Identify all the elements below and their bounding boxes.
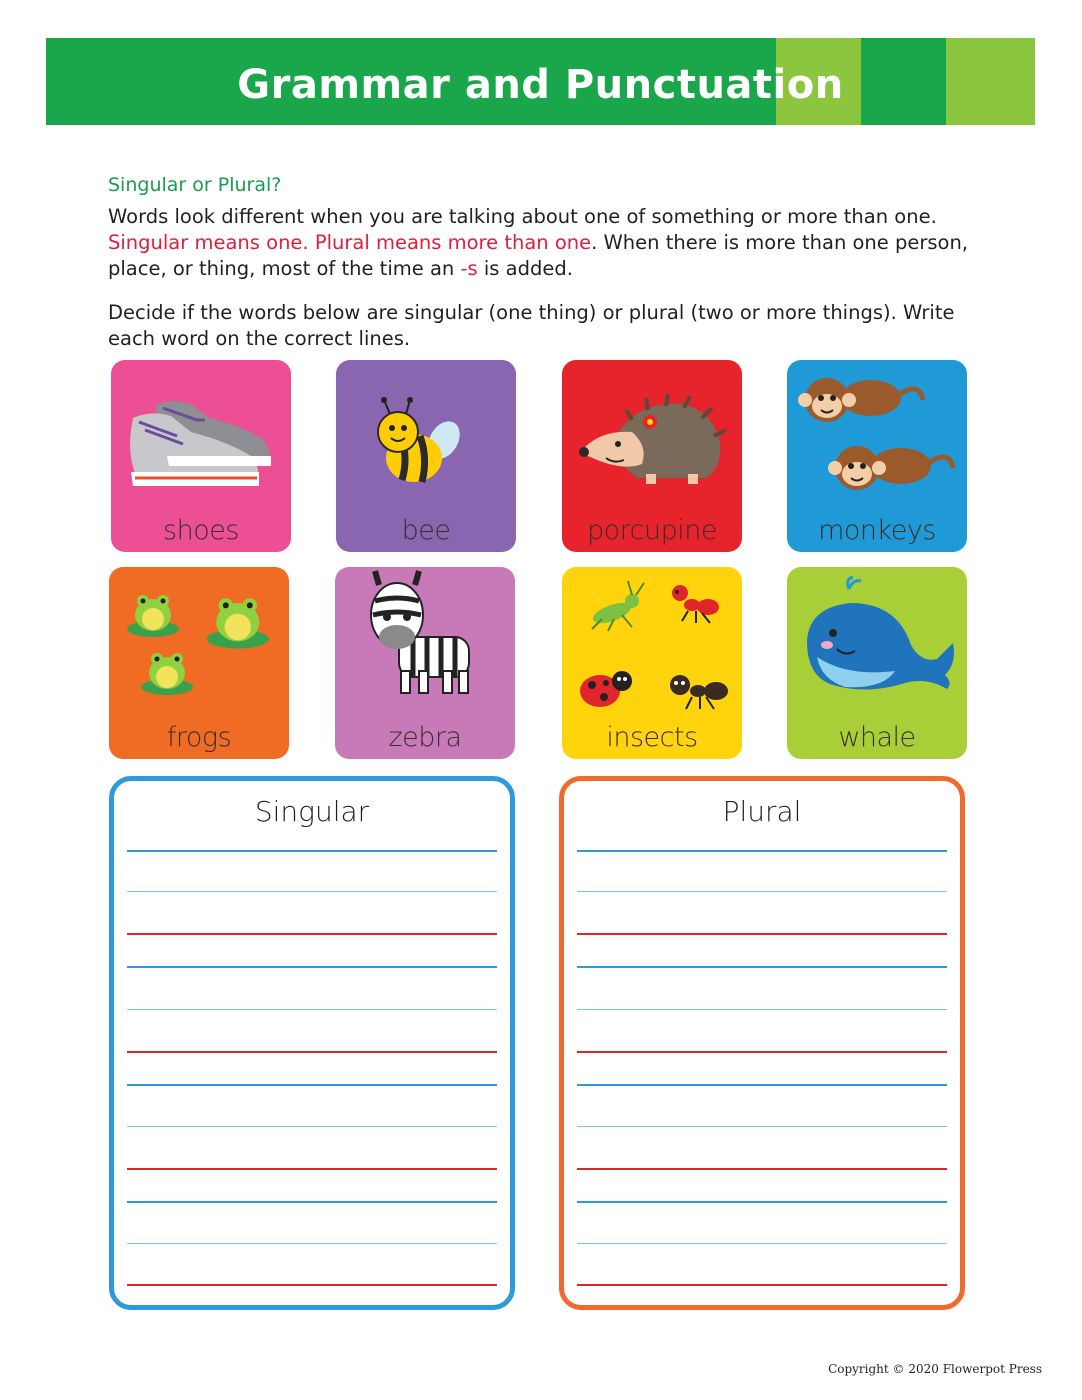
intro-separator: . bbox=[302, 231, 315, 254]
intro-text: is added. bbox=[477, 257, 573, 280]
singular-label: Singular bbox=[254, 795, 370, 828]
word-card-shoes bbox=[111, 360, 291, 552]
writing-line-base bbox=[577, 933, 947, 935]
writing-line-mid bbox=[127, 891, 497, 892]
writing-line-mid bbox=[577, 1009, 947, 1010]
card-word: porcupine bbox=[587, 515, 717, 546]
writing-line-top[interactable] bbox=[127, 966, 497, 968]
writing-line-top[interactable] bbox=[127, 1201, 497, 1203]
card-word: frogs bbox=[166, 722, 232, 753]
suffix-highlight: -s bbox=[460, 257, 478, 280]
writing-line-top[interactable] bbox=[577, 1201, 947, 1203]
word-card-whale bbox=[787, 567, 967, 759]
red-ant bbox=[672, 585, 719, 623]
writing-line-base bbox=[577, 1168, 947, 1170]
intro-text: Words look different when you are talking about one of something or more than one. bbox=[108, 205, 937, 228]
writing-line-mid bbox=[577, 1126, 947, 1127]
card-word: monkeys bbox=[818, 515, 936, 546]
intro-paragraph bbox=[108, 204, 988, 282]
writing-line-mid bbox=[577, 891, 947, 892]
word-card-zebra bbox=[335, 567, 515, 759]
writing-line-top[interactable] bbox=[127, 850, 497, 852]
writing-line-mid bbox=[127, 1243, 497, 1244]
word-card-bee bbox=[336, 360, 516, 552]
writing-line-base bbox=[577, 1284, 947, 1286]
black-ant bbox=[670, 675, 728, 709]
plural-label: Plural bbox=[722, 795, 802, 828]
singular-answer-box bbox=[109, 776, 515, 1310]
word-card-frogs bbox=[109, 567, 289, 759]
writing-line-top[interactable] bbox=[127, 1084, 497, 1086]
writing-line-top[interactable] bbox=[577, 966, 947, 968]
grasshopper bbox=[590, 581, 644, 631]
writing-line-mid bbox=[577, 1243, 947, 1244]
page-title: Grammar and Punctuation bbox=[237, 62, 844, 108]
plural-definition: Plural means more than one bbox=[314, 231, 592, 254]
section-subtitle: Singular or Plural? bbox=[108, 174, 282, 196]
writing-line-top[interactable] bbox=[577, 850, 947, 852]
writing-line-base bbox=[577, 1051, 947, 1053]
intro-text: . When there is more than one person, place, or thing, most of the time an bbox=[108, 231, 969, 280]
copyright-notice: Copyright © 2020 Flowerpot Press bbox=[828, 1362, 1042, 1376]
header-banner bbox=[46, 38, 1035, 125]
writing-line-base bbox=[127, 933, 497, 935]
word-card-insects bbox=[562, 567, 742, 759]
writing-line-base bbox=[127, 1168, 497, 1170]
card-word: zebra bbox=[388, 722, 462, 753]
writing-line-mid bbox=[127, 1126, 497, 1127]
writing-line-top[interactable] bbox=[577, 1084, 947, 1086]
singular-definition: Singular means one bbox=[108, 231, 303, 254]
word-card-monkeys bbox=[787, 360, 967, 552]
ladybug bbox=[580, 671, 632, 707]
writing-line-base bbox=[127, 1051, 497, 1053]
word-card-porcupine bbox=[562, 360, 742, 552]
instructions-paragraph: Decide if the words below are singular (one thing) or plural (two or more things). Write each word on the correct lines. bbox=[108, 301, 955, 350]
card-word: whale bbox=[838, 722, 916, 753]
writing-line-base bbox=[127, 1284, 497, 1286]
card-word: shoes bbox=[163, 515, 239, 546]
card-word: bee bbox=[401, 515, 451, 546]
plural-answer-box bbox=[559, 776, 965, 1310]
writing-line-mid bbox=[127, 1009, 497, 1010]
card-word: insects bbox=[606, 722, 698, 753]
